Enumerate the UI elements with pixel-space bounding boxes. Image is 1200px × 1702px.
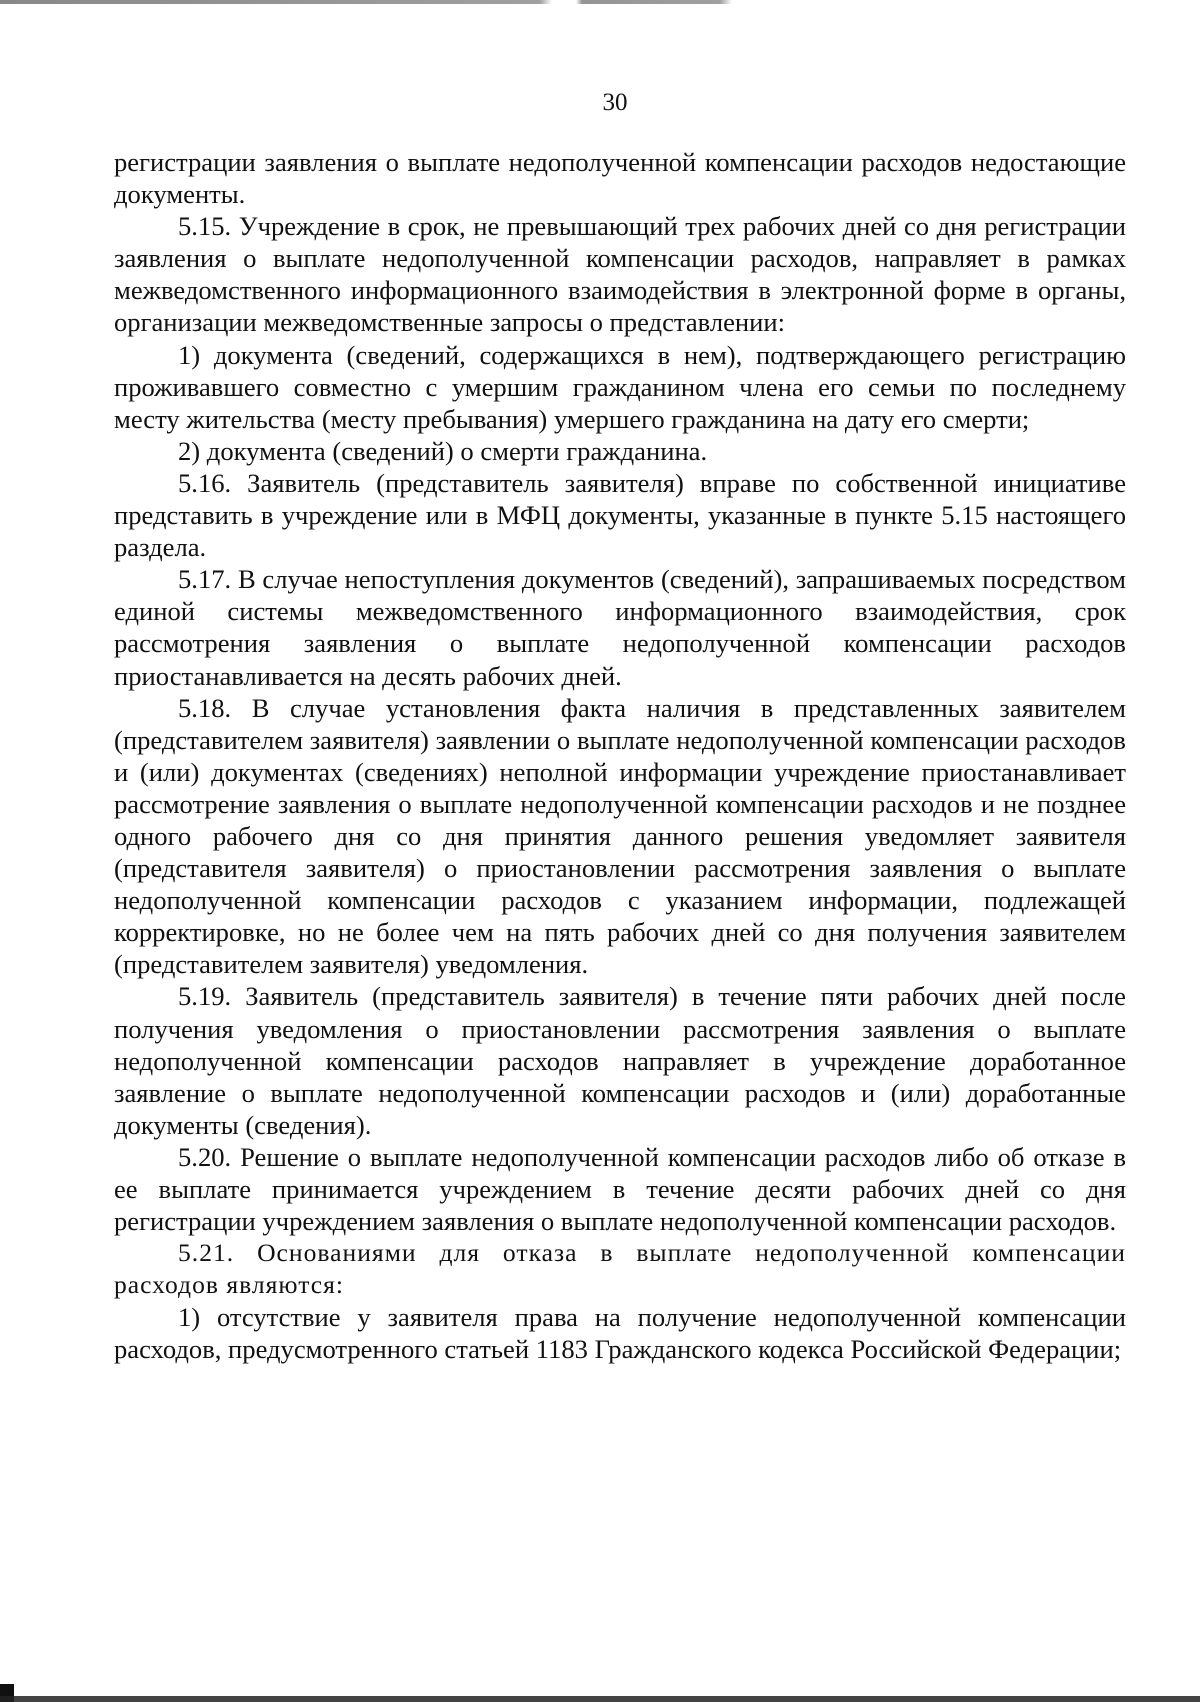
scan-edge-bottom xyxy=(0,1696,1200,1702)
paragraph-5-15-item-2: 2) документа (сведений) о смерти гражданина. xyxy=(178,435,708,466)
paragraph-5-18: 5.18. В случае установления факта наличия в представленных заявителем (представителем заявителя) заявлении о выплате недополученной компенсации расходов и (или) документах (сведениях) неполной информации учреждение приостанавливает рассмотрение заявления о выплате недополученной компенсации расходов и не позднее одного рабочего дня со дня принятия данного решения уведомляет заявителя (представителя заявителя) о приостановлении рассмотрения заявления о выплате недополученной компенсации расходов с указанием информации, подлежащей корректировке, но не более чем на пять рабочих дней со дня получения заявителем (представителем заявителя) уведомления. xyxy=(114,692,1126,980)
page-number: 30 xyxy=(602,89,628,116)
paragraph-5-21-item-1: 1) отсутствие у заявителя права на получение недополученной компенсации расходов, предусмотренного статьей 1183 Гражданского кодекса Российской Федерации; xyxy=(114,1302,1126,1365)
document-body xyxy=(114,146,1126,1366)
paragraph-5-15-item-1: 1) документа (сведений, содержащихся в нем), подтверждающего регистрацию проживавшего совместно с умершим гражданином члена его семьи по последнему месту жительства (месту пребывания) умершего гражданина на дату его смерти; xyxy=(114,339,1126,434)
paragraph-5-16: 5.16. Заявитель (представитель заявителя) вправе по собственной инициативе представить в учреждение или в МФЦ документы, указанные в пункте 5.15 настоящего раздела. xyxy=(114,467,1126,563)
paragraph-5-17: 5.17. В случае непоступления документов (сведений), запрашиваемых посредством единой системы межведомственного информационного взаимодействия, срок рассмотрения заявления о выплате недополученной компенсации расходов приостанавливается на десять рабочих дней. xyxy=(114,564,1126,691)
paragraph-5-20: 5.20. Решение о выплате недополученной компенсации расходов либо об отказе в ее выплате принимается учреждением в течение десяти рабочих дней со дня регистрации учреждением заявления о выплате недополученной компенсации расходов. xyxy=(114,1141,1126,1237)
paragraph-5-19: 5.19. Заявитель (представитель заявителя) в течение пяти рабочих дней после получения уведомления о приостановлении рассмотрения заявления о выплате недополученной компенсации расходов направляет в учреждение доработанное заявление о выплате недополученной компенсации расходов и (или) доработанные документы (сведения). xyxy=(114,981,1126,1140)
paragraph-5-15: 5.15. Учреждение в срок, не превышающий трех рабочих дней со дня регистрации заявления о выплате недополученной компенсации расходов, направляет в рамках межведомственного информационного взаимодействия в электронной форме в органы, организации межведомственные запросы о представлении: xyxy=(114,211,1126,338)
paragraph-continuation: регистрации заявления о выплате недополученной компенсации расходов недостающие документы. xyxy=(114,147,1126,210)
scan-edge-top xyxy=(0,0,1200,4)
paragraph-5-21: 5.21. Основаниями для отказа в выплате недополученной компенсации расходов являются: xyxy=(114,1238,1126,1300)
